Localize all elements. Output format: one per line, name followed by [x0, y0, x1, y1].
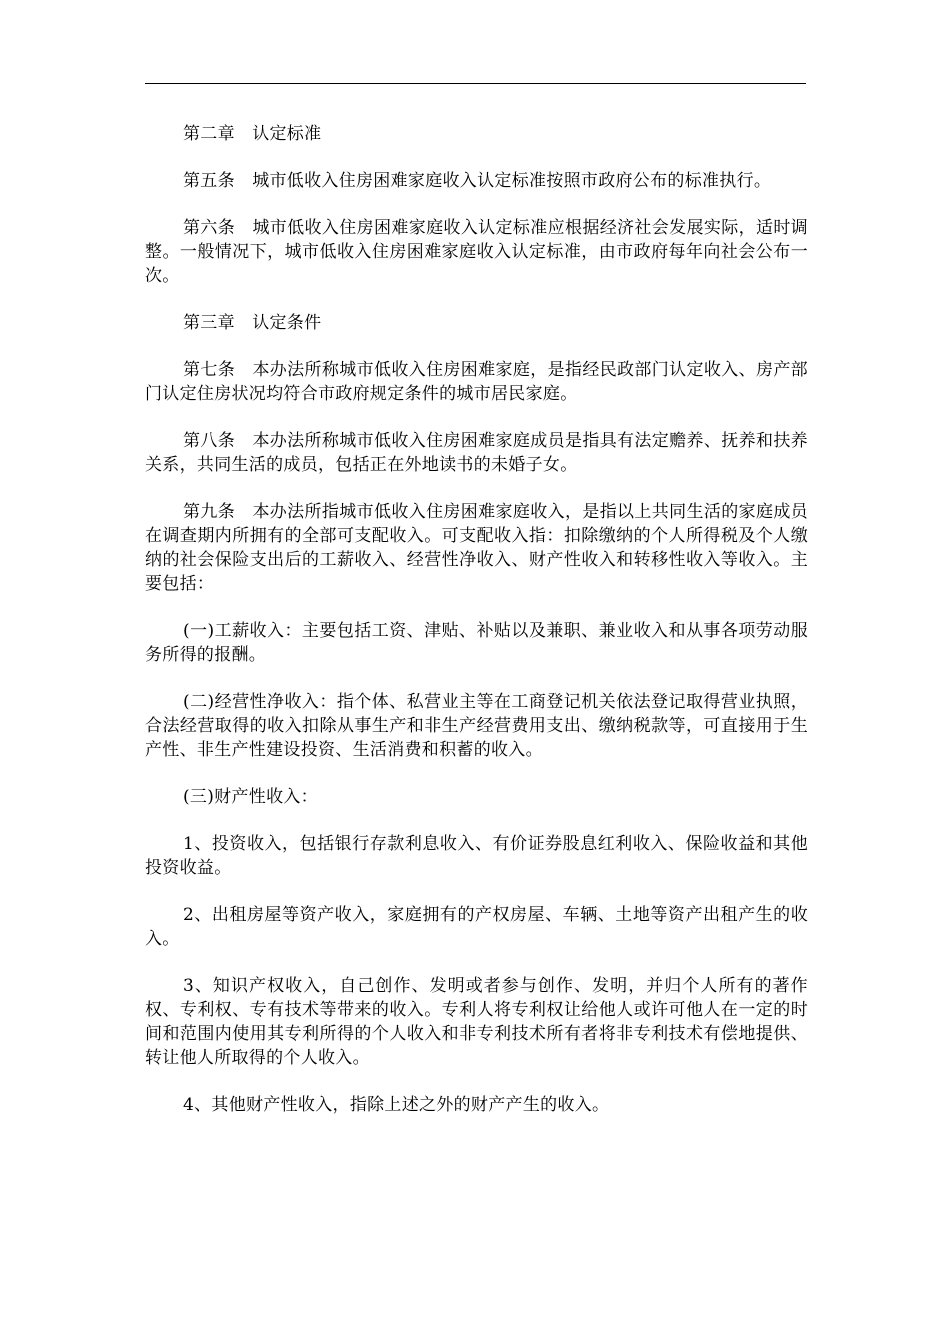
chapter-heading: 第二章 认定标准 — [183, 124, 322, 144]
sub-item-paragraph: 3、知识产权收入，自己创作、发明或者参与创作、发明，并归个人所有的著作权、专利权、专有技术等带来的收入。专利人将专利权让给他人或许可他人在一定的时间和范围内使用其专利所得的个人收入和非专利技术所有者将非专利技术有偿地提供、转让他人所取得的个人收入。 — [145, 976, 808, 1068]
list-item-paragraph: (二)经营性净收入：指个体、私营业主等在工商登记机关依法登记取得营业执照，合法经营取得的收入扣除从事生产和非生产经营费用支出、缴纳税款等，可直接用于生产性、非生产性建设投资、生活消费和积蓄的收入。 — [145, 692, 808, 760]
article-paragraph: 第八条 本办法所称城市低收入住房困难家庭成员是指具有法定赡养、抚养和扶养关系，共同生活的成员，包括正在外地读书的未婚子女。 — [145, 431, 808, 475]
sub-item-paragraph: 2、出租房屋等资产收入，家庭拥有的产权房屋、车辆、土地等资产出租产生的收入。 — [145, 905, 808, 949]
article-paragraph: 第七条 本办法所称城市低收入住房困难家庭，是指经民政部门认定收入、房产部门认定住房状况均符合市政府规定条件的城市居民家庭。 — [145, 360, 808, 404]
sub-item-paragraph: 1、投资收入，包括银行存款利息收入、有价证券股息红利收入、保险收益和其他投资收益。 — [145, 834, 808, 878]
chapter-heading: 第三章 认定条件 — [183, 313, 322, 333]
list-item-paragraph: (一)工薪收入：主要包括工资、津贴、补贴以及兼职、兼业收入和从事各项劳动服务所得的报酬。 — [145, 621, 808, 665]
sub-item-paragraph: 4、其他财产性收入，指除上述之外的财产产生的收入。 — [183, 1095, 610, 1115]
list-item-paragraph: (三)财产性收入： — [183, 787, 318, 807]
article-paragraph: 第六条 城市低收入住房困难家庭收入认定标准应根据经济社会发展实际，适时调整。一般情况下，城市低收入住房困难家庭收入认定标准，由市政府每年向社会公布一次。 — [145, 218, 808, 286]
article-paragraph: 第五条 城市低收入住房困难家庭收入认定标准按照市政府公布的标准执行。 — [183, 171, 772, 191]
header-rule — [145, 83, 806, 84]
document-body — [145, 122, 808, 1140]
article-paragraph: 第九条 本办法所指城市低收入住房困难家庭收入，是指以上共同生活的家庭成员在调查期内所拥有的全部可支配收入。可支配收入指：扣除缴纳的个人所得税及个人缴纳的社会保险支出后的工薪收入、经营性净收入、财产性收入和转移性收入等收入。主要包括： — [145, 502, 808, 594]
